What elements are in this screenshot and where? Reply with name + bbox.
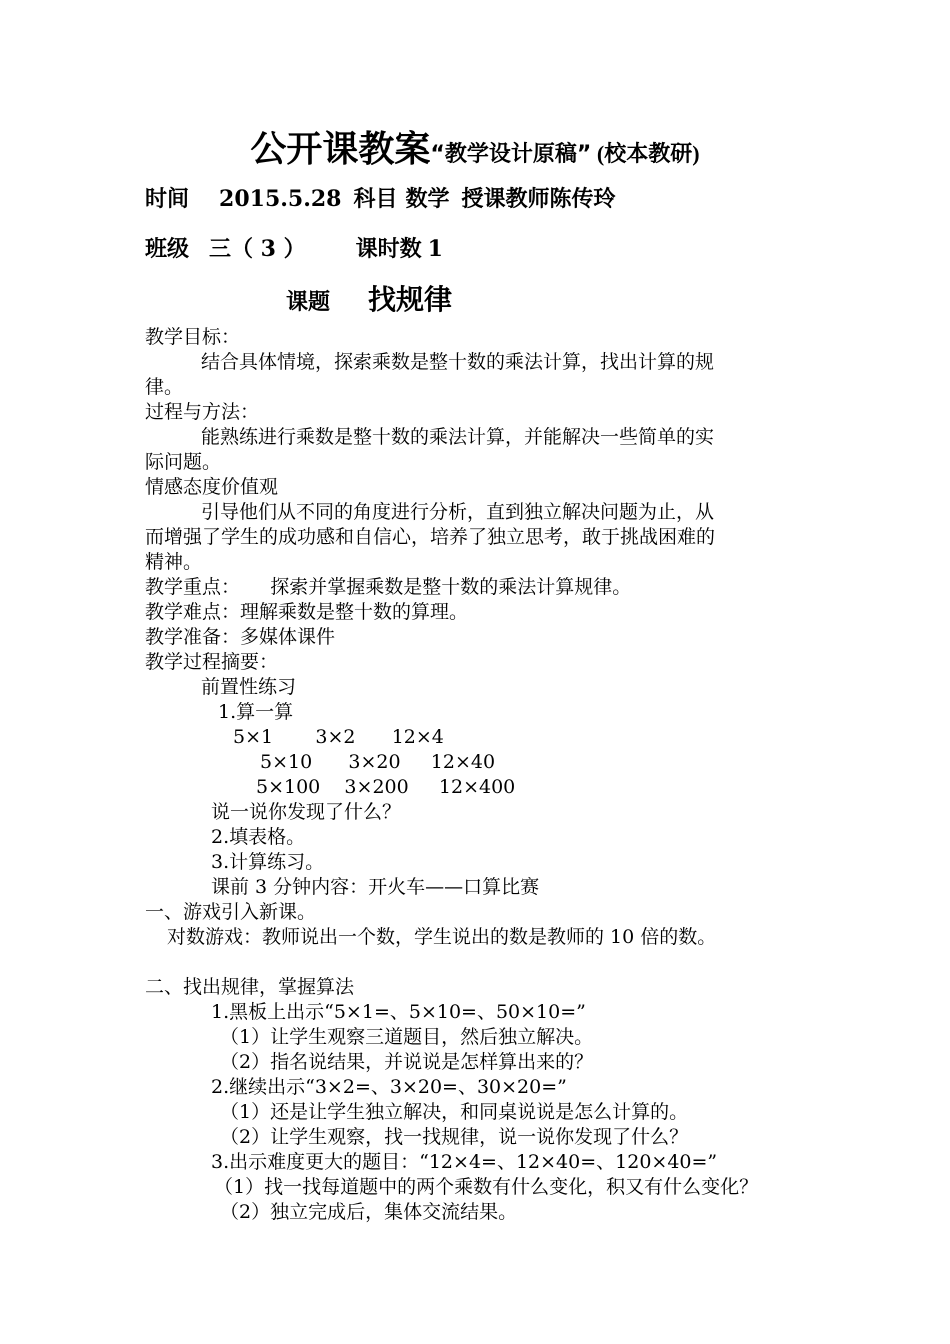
attitude-text-1: 引导他们从不同的角度进行分析，直到独立解决问题为止，从 — [201, 501, 715, 523]
step-1: 1.黑板上出示“5×1=、5×10=、50×10=” — [211, 1001, 586, 1023]
discover-prompt: 说一说你发现了什么？ — [211, 801, 402, 823]
process-text-1: 能熟练进行乘数是整十数的乘法计算，并能解决一些简单的实 — [201, 426, 715, 448]
warmup-line: 课前 3 分钟内容：开火车——口算比赛 — [211, 876, 540, 898]
calc-row-3: 5×100 3×200 12×400 — [256, 776, 516, 798]
step-2-sub-2: （2）让学生观察，找一找规律，说一说你发现了什么？ — [220, 1126, 689, 1148]
calc-row-1: 5×1 3×2 12×4 — [233, 726, 444, 748]
topic-value: 找规律 — [368, 283, 453, 316]
title-quote: “教学设计原稿” — [430, 142, 592, 167]
process-text-2: 际问题。 — [145, 451, 222, 473]
topic-line — [286, 283, 452, 321]
fill-table-item: 2.填表格。 — [211, 826, 306, 848]
step-3: 3.出示难度更大的题目：“12×4=、12×40=、120×40=” — [211, 1151, 718, 1173]
preview-practice-heading: 前置性练习 — [201, 676, 297, 698]
preparation-line: 教学准备：多媒体课件 — [145, 626, 336, 648]
class-label: 班级 — [145, 236, 190, 262]
step-3-sub-1: （1）找一找每道题中的两个乘数有什么变化，积又有什么变化？ — [214, 1176, 759, 1198]
hours-value: 1 — [427, 236, 443, 262]
step-1-sub-1: （1）让学生观察三道题目，然后独立解决。 — [220, 1026, 594, 1048]
hours-label: 课时数 — [355, 236, 422, 262]
section-2-heading: 二、找出规律，掌握算法 — [145, 976, 355, 998]
info-line-time — [145, 184, 616, 214]
time-label: 时间 — [145, 186, 190, 212]
objectives-text-1: 结合具体情境，探索乘数是整十数的乘法计算，找出计算的规 — [201, 351, 715, 373]
key-point-line: 教学重点： 探索并掌握乘数是整十数的乘法计算规律。 — [145, 576, 632, 598]
subject-value: 数学 — [405, 186, 450, 212]
document-title — [0, 125, 950, 181]
teacher-value: 陈传玲 — [549, 186, 616, 212]
objectives-text-2: 律。 — [145, 376, 184, 398]
calc-item-1: 1.算一算 — [218, 701, 294, 723]
section-1-heading: 一、游戏引入新课。 — [145, 901, 317, 923]
calc-practice-item: 3.计算练习。 — [211, 851, 325, 873]
title-suffix: (校本教研) — [596, 141, 700, 166]
teacher-label: 授课教师 — [461, 186, 550, 212]
objectives-heading: 教学目标： — [145, 326, 241, 348]
step-2-sub-1: （1）还是让学生独立解决，和同桌说说是怎么计算的。 — [220, 1101, 689, 1123]
attitude-text-2: 而增强了学生的成功感和自信心，培养了独立思考，敢于挑战困难的 — [145, 526, 716, 548]
step-3-sub-2: （2）独立完成后，集体交流结果。 — [220, 1201, 518, 1223]
game-description: 对数游戏：教师说出一个数，学生说出的数是教师的 10 倍的数。 — [167, 926, 717, 948]
process-heading: 过程与方法： — [145, 401, 260, 423]
title-main: 公开课教案 — [250, 129, 431, 170]
step-1-sub-2: （2）指名说结果，并说说是怎样算出来的？ — [220, 1051, 594, 1073]
calc-row-2: 5×10 3×20 12×40 — [260, 751, 496, 773]
subject-label: 科目 — [353, 186, 398, 212]
topic-label: 课题 — [286, 289, 331, 315]
attitude-heading: 情感态度价值观 — [145, 476, 279, 498]
info-line-class — [145, 234, 443, 264]
process-summary-heading: 教学过程摘要： — [145, 651, 279, 673]
step-2: 2.继续出示“3×2=、3×20=、30×20=” — [211, 1076, 567, 1098]
time-value: 2015.5.28 — [219, 186, 342, 212]
attitude-text-3: 精神。 — [145, 551, 203, 573]
difficulty-line: 教学难点：理解乘数是整十数的算理。 — [145, 601, 469, 623]
class-value: 三（ 3 ） — [209, 236, 306, 262]
